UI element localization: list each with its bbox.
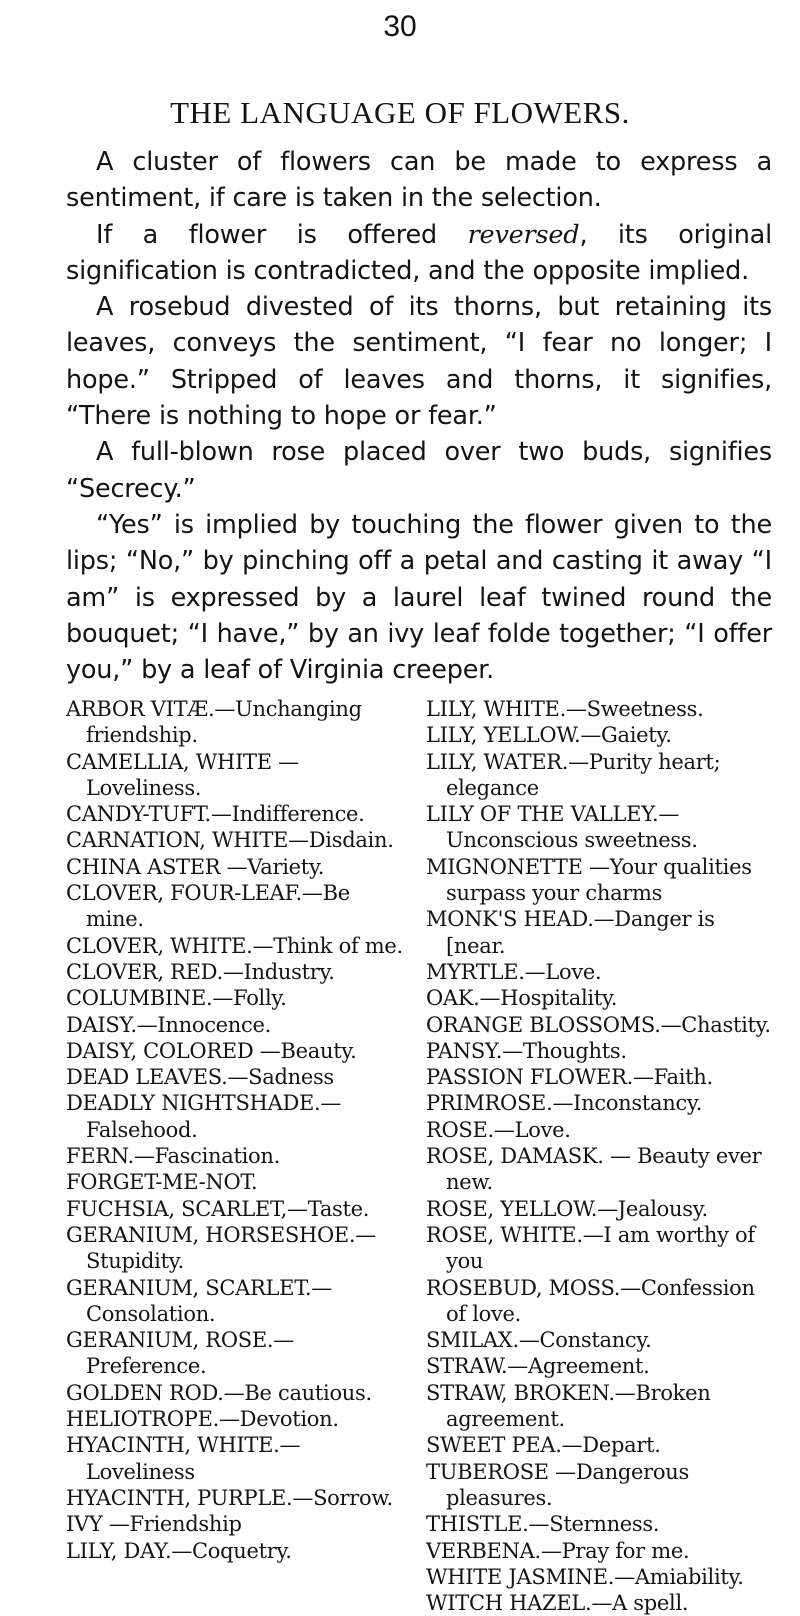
flower-entry: IVY —Friendship: [66, 1512, 242, 1537]
flower-entry: DAISY, COLORED —Beauty.: [66, 1038, 357, 1063]
intro-paragraph: A cluster of flowers can be made to express a sentiment, if care is taken in the selection.: [66, 147, 772, 214]
italic-word: reversed: [467, 219, 580, 250]
flower-entry: VERBENA.—Pray for me.: [426, 1538, 690, 1563]
flower-entry: ORANGE BLOSSOMS.—Chastity.: [426, 1012, 771, 1037]
flower-entry: FORGET-ME-NOT.: [66, 1170, 258, 1195]
flower-entry: LILY, DAY.—Coquetry.: [66, 1538, 292, 1563]
flower-entry: WITCH HAZEL.—A spell.: [426, 1591, 689, 1616]
flower-entry: HELIOTROPE.—Devotion.: [66, 1407, 339, 1432]
flower-entry: CLOVER, RED.—Industry.: [66, 959, 335, 984]
intro-paragraph: A rosebud divested of its thorns, but retaining its leaves, conveys the sentiment, “I fear no longer; I hope.” Stripped of leaves and thorns, it signifies, “There is nothing to hope or fear.”: [66, 292, 772, 432]
flower-entry: ROSE, DAMASK. — Beauty ever new.: [426, 1144, 762, 1195]
flower-entry: FERN.—Fascination.: [66, 1144, 280, 1169]
flower-entry: SMILAX.—Constancy.: [426, 1328, 652, 1353]
flower-entry: STRAW, BROKEN.—Broken agreement.: [426, 1380, 711, 1432]
flower-entry: MIGNONETTE —Your qualities surpass your charms: [426, 854, 752, 906]
flower-entry: MONK'S HEAD.—Danger is [near.: [426, 907, 715, 958]
flower-entry: THISTLE.—Sternness.: [426, 1512, 660, 1537]
flower-entry: PASSION FLOWER.—Faith.: [426, 1065, 713, 1090]
flower-entry: ARBOR VITÆ.—Unchanging friendship.: [66, 697, 362, 748]
intro-paragraph: “Yes” is implied by touching the flower given to the lips; “No,” by pinching off a petal and casting it away “I am” is expressed by a laurel leaf twined round the bouquet; “I have,” by an ivy leaf folde together; “I offer you,” by a leaf of Virginia creeper.: [66, 509, 772, 686]
page-number: 30: [383, 10, 417, 43]
flower-entry: GERANIUM, ROSE.—Preference.: [66, 1328, 294, 1379]
flower-entry: ROSE, WHITE.—I am worthy of you: [426, 1222, 755, 1274]
flower-entry: DEAD LEAVES.—Sadness: [66, 1065, 334, 1090]
flower-entry: COLUMBINE.—Folly.: [66, 986, 287, 1011]
flower-list-left-column: [66, 696, 406, 1564]
flower-entry: CHINA ASTER —Variety.: [66, 854, 325, 879]
flower-entry: WHITE JASMINE.—Amiability.: [426, 1564, 744, 1589]
flower-entry: HYACINTH, WHITE.—Loveliness: [66, 1433, 301, 1484]
flower-list-right-column: [426, 696, 772, 1616]
flower-entry: ROSEBUD, MOSS.—Confession of love.: [426, 1275, 755, 1326]
flower-entry: CLOVER, FOUR-LEAF.—Be mine.: [66, 881, 350, 932]
flower-entry: LILY, WHITE.—Sweetness.: [426, 697, 704, 721]
flower-entry: FUCHSIA, SCARLET,—Taste.: [66, 1196, 370, 1221]
flower-entry: CANDY-TUFT.—Indifference.: [66, 802, 365, 827]
flower-entry: GERANIUM, SCARLET.—Consolation.: [66, 1275, 332, 1326]
flower-entry: STRAW.—Agreement.: [426, 1354, 650, 1379]
flower-entry: PRIMROSE.—Inconstancy.: [426, 1091, 703, 1116]
flower-entry: HYACINTH, PURPLE.—Sorrow.: [66, 1485, 393, 1510]
flower-entry: CAMELLIA, WHITE —Loveliness.: [66, 749, 299, 800]
flower-entry: OAK.—Hospitality.: [426, 986, 618, 1011]
flower-entry: PANSY.—Thoughts.: [426, 1038, 627, 1063]
flower-entry: LILY, WATER.—Purity heart; elegance: [426, 749, 721, 800]
intro-paragraph: [66, 217, 772, 290]
flower-entry: ROSE, YELLOW.—Jealousy.: [426, 1196, 708, 1221]
flower-entry: DEADLY NIGHTSHADE.—Falsehood.: [66, 1091, 342, 1142]
flower-entry: DAISY.—Innocence.: [66, 1012, 271, 1037]
flower-entry: GOLDEN ROD.—Be cautious.: [66, 1380, 372, 1405]
intro-text-run: If a flower is offered: [96, 219, 468, 250]
flower-entry: ROSE.—Love.: [426, 1117, 571, 1142]
flower-entry: MYRTLE.—Love.: [426, 959, 602, 984]
intro-text: [66, 144, 772, 688]
flower-entry: CLOVER, WHITE.—Think of me.: [66, 933, 403, 958]
intro-text-run: , its original signification is contradicted, and the opposite implied.: [66, 219, 772, 286]
flower-entry: SWEET PEA.—Depart.: [426, 1433, 661, 1458]
flower-entry: GERANIUM, HORSESHOE.—Stupidity.: [66, 1222, 376, 1274]
intro-paragraph: A full-blown rose placed over two buds, signifies “Secrecy.”: [66, 437, 772, 504]
flower-entry: CARNATION, WHITE—Disdain.: [66, 828, 394, 853]
flower-entry: LILY, YELLOW.—Gaiety.: [426, 723, 672, 748]
flower-entry: LILY OF THE VALLEY.—Unconscious sweetness.: [426, 802, 698, 853]
flower-entry: TUBEROSE —Dangerous pleasures.: [426, 1459, 689, 1510]
page-title: THE LANGUAGE OF FLOWERS.: [170, 95, 630, 130]
